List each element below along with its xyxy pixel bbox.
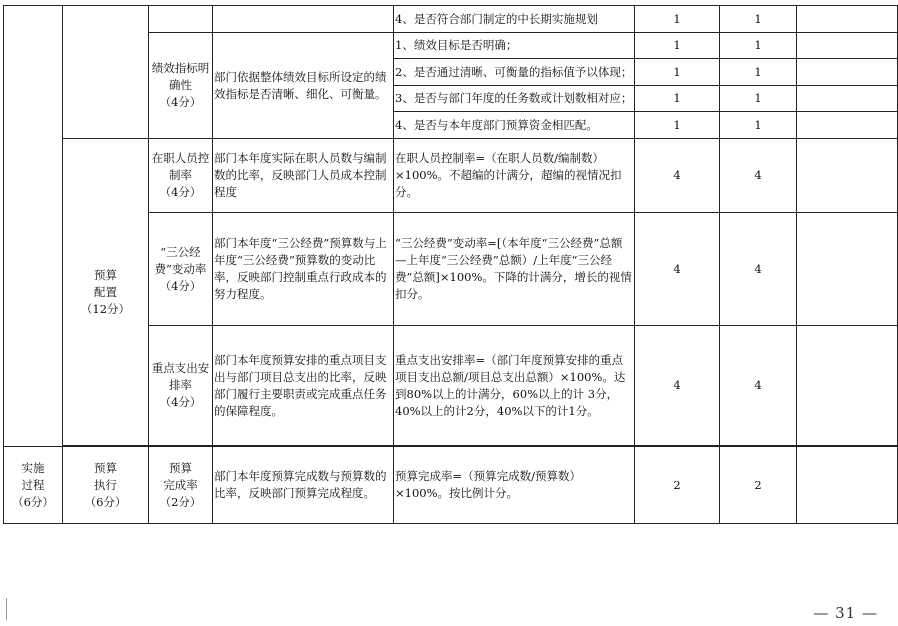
completion-rate-name xyxy=(149,447,213,524)
three-expense-criteria: “三公经费”变动率=[（本年度“三公经费”总额—上年度“三公经费”总额）/上年度“三公经费”总额]×100%。下降的计满分，增长的视情扣分。 xyxy=(394,213,635,326)
perf-indicator-label: 绩效指标明确性 xyxy=(151,61,210,92)
weight-cell: 4 xyxy=(635,326,720,446)
key-expense-desc: 部门本年度预算安排的重点项目支出与部门项目总支出的比率，反映部门履行主要职责或完成重点任务的保障程度。 xyxy=(213,326,394,446)
three-expense-label: “三公经费”变动率 xyxy=(154,244,207,276)
implementation-name xyxy=(4,447,63,524)
weight-cell: 1 xyxy=(635,86,720,112)
score-cell: 1 xyxy=(720,6,797,33)
score-cell: 4 xyxy=(720,326,797,446)
remark-cell xyxy=(797,447,898,524)
criterion-cell: 4、是否符合部门制定的中长期实施规划 xyxy=(394,6,635,33)
remark-cell xyxy=(797,33,898,59)
three-expense-desc: 部门本年度“三公经费”预算数与上年度“三公经费”预算数的变动比率，反映部门控制重点行政成本的努力程度。 xyxy=(213,213,394,326)
weight-cell: 1 xyxy=(635,33,720,59)
budget-config-score: （12分） xyxy=(80,301,131,316)
table-row xyxy=(4,6,898,33)
staff-control-score: （4分） xyxy=(159,185,202,199)
level1-cell-empty xyxy=(4,6,63,447)
weight-cell: 2 xyxy=(635,447,720,524)
table-row xyxy=(4,447,898,524)
completion-rate-criteria: 预算完成率=（预算完成数/预算数）×100%。按比例计分。 xyxy=(394,447,635,524)
budget-exec-label-2: 执行 xyxy=(94,477,117,492)
criterion-cell: 2、是否通过清晰、可衡量的指标值予以体现； xyxy=(394,59,635,86)
table-row xyxy=(4,139,898,213)
budget-config-label-2: 配置 xyxy=(94,284,117,299)
weight-cell: 4 xyxy=(635,213,720,326)
criterion-cell: 1、绩效目标是否明确； xyxy=(394,33,635,59)
key-expense-criteria: 重点支出安排率=（部门年度预算安排的重点项目支出总额/项目总支出总额）×100%。达到80%以上的计满分，60%以上的计 3分，40%以上的计2分，40%以下的计1分。 xyxy=(394,326,635,446)
budget-config-name xyxy=(63,139,149,446)
staff-control-desc: 部门本年度实际在职人员数与编制数的比率，反映部门人员成本控制程度 xyxy=(213,139,394,213)
completion-rate-label-1: 预算 xyxy=(169,460,192,475)
corner-mark xyxy=(6,598,7,620)
remark-cell xyxy=(797,326,898,446)
staff-control-label: 在职人员控制率 xyxy=(151,151,210,182)
implementation-label-2: 过程 xyxy=(21,477,45,492)
score-cell: 1 xyxy=(720,59,797,86)
completion-rate-label-2: 完成率 xyxy=(163,477,198,492)
score-cell: 2 xyxy=(720,447,797,524)
implementation-label-1: 实施 xyxy=(21,460,45,475)
key-expense-name xyxy=(149,326,213,446)
score-cell: 4 xyxy=(720,213,797,326)
budget-exec-name xyxy=(63,447,149,524)
budget-config-label-1: 预算 xyxy=(94,267,117,282)
score-cell: 1 xyxy=(720,112,797,139)
weight-cell: 1 xyxy=(635,6,720,33)
key-expense-label: 重点支出安排率 xyxy=(151,361,210,392)
evaluation-table xyxy=(3,5,898,524)
page-number: — 31 — xyxy=(813,604,878,622)
completion-rate-desc: 部门本年度预算完成数与预算数的比率，反映部门预算完成程度。 xyxy=(213,447,394,524)
key-expense-score: （4分） xyxy=(159,395,202,409)
perf-indicator-name xyxy=(149,33,213,139)
score-cell: 1 xyxy=(720,33,797,59)
level2-cell-empty xyxy=(63,6,149,139)
weight-cell: 1 xyxy=(635,112,720,139)
staff-control-name xyxy=(149,139,213,213)
three-expense-score: （4分） xyxy=(159,278,202,293)
remark-cell xyxy=(797,6,898,33)
score-cell: 4 xyxy=(720,139,797,213)
perf-indicator-score: （4分） xyxy=(159,95,202,109)
completion-rate-score: （2分） xyxy=(159,494,202,509)
criterion-cell: 4、是否与本年度部门预算资金相匹配。 xyxy=(394,112,635,139)
score-cell: 1 xyxy=(720,86,797,112)
implementation-score: （6分） xyxy=(12,494,54,509)
remark-cell xyxy=(797,59,898,86)
remark-cell xyxy=(797,213,898,326)
level3-cell-empty xyxy=(149,6,213,33)
weight-cell: 1 xyxy=(635,59,720,86)
staff-control-criteria: 在职人员控制率=（在职人员数/编制数）×100%。不超编的计满分，超编的视情况扣分。 xyxy=(394,139,635,213)
remark-cell xyxy=(797,86,898,112)
budget-exec-score: （6分） xyxy=(84,494,127,509)
weight-cell: 4 xyxy=(635,139,720,213)
desc-cell-empty xyxy=(213,6,394,33)
remark-cell xyxy=(797,112,898,139)
budget-exec-label-1: 预算 xyxy=(94,460,117,475)
three-expense-name xyxy=(149,213,213,326)
remark-cell xyxy=(797,139,898,213)
criterion-cell: 3、是否与部门年度的任务数或计划数相对应； xyxy=(394,86,635,112)
perf-indicator-desc: 部门依据整体绩效目标所设定的绩效指标是否清晰、细化、可衡量。 xyxy=(213,33,394,139)
